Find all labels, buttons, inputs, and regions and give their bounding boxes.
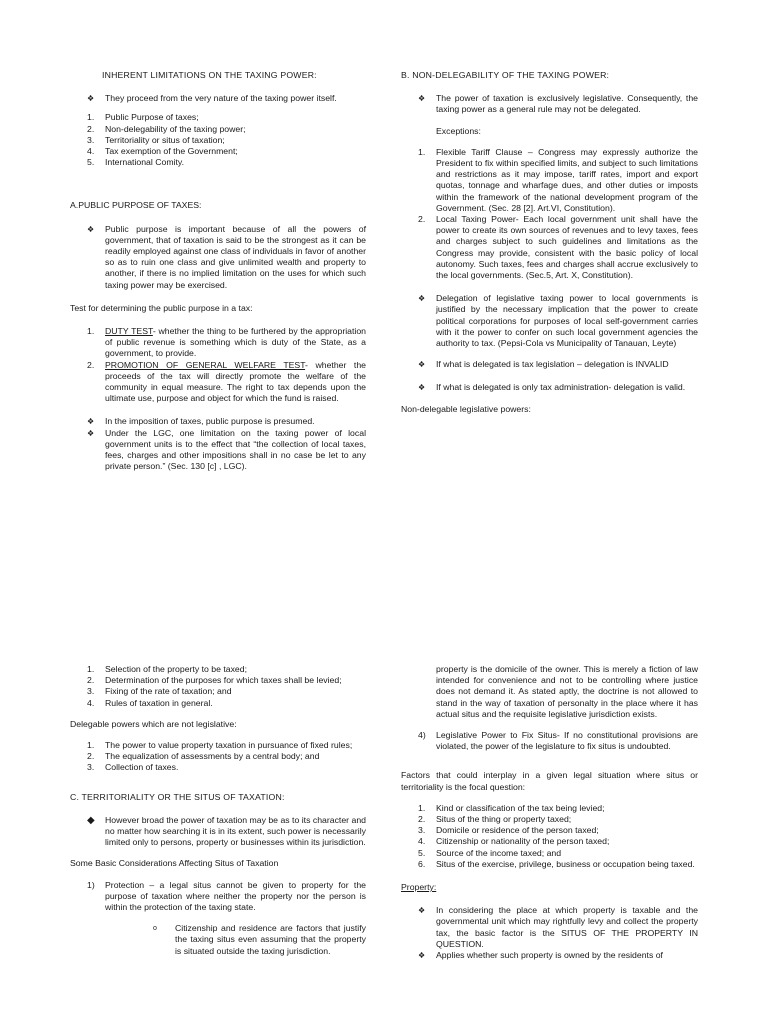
invalid-bullet: ❖ If what is delegated is tax legislation – delegation is INVALID [418, 359, 669, 370]
presumed-bullet: ❖ In the imposition of taxes, public purpose is presumed. [87, 416, 315, 427]
list-item: 3. Fixing of the rate of taxation; and [87, 686, 232, 697]
list-item: 1. Selection of the property to be taxed; [87, 664, 247, 674]
delegable-list [87, 740, 366, 774]
intro-bullet [87, 93, 366, 104]
diamond-bullet-icon: ❖ [418, 360, 426, 370]
list-item: 6. Situs of the exercise, privilege, business or occupation being taxed. [418, 858, 695, 869]
citizenship-item: o Citizenship and residence are factors that justify the taxing situs even assuming that the property is situated outside the taxing jurisdiction. [153, 923, 366, 956]
diamond-bullet-icon: ❖ [418, 383, 426, 393]
list-item: 4. Citizenship or nationality of the person taxed; [418, 836, 610, 847]
page-divider [0, 648, 768, 656]
sub-bullet-icon: o [153, 925, 157, 933]
list-item: 3. Territoriality or situs of taxation; [87, 134, 225, 145]
delegable-heading: Delegable powers which are not legislative: [70, 718, 237, 729]
protection-item: 1) Protection – a legal situs cannot be given to property for the purpose of taxation where neither the property nor the person is within the protection of the taxing state. [87, 879, 366, 913]
diamond-bullet-icon: ❖ [418, 94, 426, 104]
diamond-bullet-icon: ❖ [87, 94, 95, 104]
factors-heading: Factors that could interplay in a given legal situation where situs or territoriality is the focal question: [401, 770, 698, 792]
exclusive-bullet: ❖ The power of taxation is exclusively legislative. Consequently, the taxing power as a general rule may not be delegated. [418, 93, 698, 115]
top-right-column [401, 70, 698, 415]
list-item: 5. International Comity. [87, 157, 185, 168]
property-heading: Property: [401, 882, 437, 893]
list-item: 2. Local Taxing Power- Each local government unit shall have the power to create its own sources of revenues and to levy taxes, fees and charges subject to such guidelines and limitations as the Congress may provide, consistent with the basic policy of local autonomy. Such taxes, fees and charges shall accrue exclusively to the local governments. (Sec.5, Art. X, Constitution). [418, 214, 698, 281]
general-welfare-test-label: PROMOTION OF GENERAL WELFARE TEST [105, 359, 306, 370]
list-item: 2. Non-delegability of the taxing power; [87, 123, 246, 134]
list-item: 1. Flexible Tariff Clause – Congress may expressly authorize the President to fix within specified limits, and subject to such limitations and restrictions as it may impose, tariff rates, import and export quotas, tonnage and wharfage dues, and other duties or imposts within the framework of the national development program of the Government. (Sec. 28 [2]. Art.VI, Constitution). [418, 146, 698, 213]
property-bullet-1: ❖ In considering the place at which property is taxable and the governmental unit which may rightfully levy and collect the property tax, the basic factor is the SITUS OF THE PROPERTY IN QUESTION. [418, 905, 698, 949]
section-c-bullet: ◆ However broad the power of taxation may be as to its character and no matter how searching it is in its extent, such power is necessarily limited only to persons, property or businesses within its jurisdiction. [87, 814, 366, 848]
exceptions-label: Exceptions: [436, 125, 481, 136]
list-item: 1. Kind or classification of the tax being levied; [418, 802, 605, 813]
non-delegable-heading: Non-delegable legislative powers: [401, 403, 531, 414]
section-b-title: B. NON-DELEGABILITY OF THE TAXING POWER: [401, 70, 610, 80]
diamond-bullet-icon: ❖ [418, 951, 426, 961]
situs-heading: Some Basic Considerations Affecting Situs of Taxation [70, 858, 279, 869]
list-item: 2. Determination of the purposes for which taxes shall be levied; [87, 675, 342, 686]
section-a-title: A.PUBLIC PURPOSE OF TAXES: [70, 200, 202, 211]
top-left-column [70, 70, 366, 472]
diamond-bullet-icon: ❖ [418, 906, 426, 916]
delegation-bullet: ❖ Delegation of legislative taxing power to local governments is justified by the necessary implication that the power to create political corporations for purposes of local self-government carries with it the power to confer on such local government agencies the authority to tax. (Pepsi-Cola vs Municipality of Tanauan, Leyte) [418, 293, 698, 349]
non-delegable-powers-list [87, 664, 366, 709]
bottom-left-column [70, 664, 366, 957]
property-bullet-2: ❖ Applies whether such property is owned by the residents of [418, 950, 663, 961]
intro-bullet-text: They proceed from the very nature of the taxing power itself. [105, 93, 337, 104]
list-item: 2. The equalization of assessments by a central body; and [87, 751, 320, 762]
diamond-bullet-icon: ❖ [87, 224, 95, 234]
list-item: 3. Collection of taxes. [87, 762, 179, 773]
duty-test-label: DUTY TEST [105, 326, 153, 337]
exceptions-list [418, 146, 698, 281]
item-4: 4) Legislative Power to Fix Situs- If no constitutional provisions are violated, the power of the legislature to fix situs is undoubted. [418, 730, 698, 752]
list-item: 5. Source of the income taxed; and [418, 847, 562, 858]
list-item: 2. Situs of the thing or property taxed; [418, 814, 572, 825]
list-item: 3. Domicile or residence of the person taxed; [418, 825, 599, 836]
list-item: 1. Public Purpose of taxes; [87, 112, 199, 123]
list-item: 4. Tax exemption of the Government; [87, 146, 238, 157]
list-item: 1. DUTY TEST- whether the thing to be furthered by the appropriation of public revenue is something which is duty of the State, as a government, to provide. [87, 326, 366, 359]
factors-list [418, 802, 698, 870]
solid-diamond-bullet-icon: ◆ [87, 814, 95, 826]
section-a-bullet [87, 223, 366, 291]
diamond-bullet-icon: ❖ [87, 417, 95, 427]
diamond-bullet-icon: ❖ [418, 294, 426, 304]
continuation-text: property is the domicile of the owner. This is merely a fiction of law intended for convenience and not to be controlling where justice does not demand it. As stated aptly, the doctrine is not allowed to stand in the way of taxation of personalty in the place where it has actual situs and the requisite legislative jurisdiction exists. [436, 664, 698, 719]
diamond-bullet-icon: ❖ [87, 428, 95, 438]
valid-bullet: ❖ If what is delegated is only tax administration- delegation is valid. [418, 382, 686, 393]
lgc-bullet: ❖ Under the LGC, one limitation on the taxing power of local government units is to the effect that “the collection of local taxes, fees, charges and other impositions shall in no case be let to any private person.” (Sec. 130 [c] , LGC). [87, 427, 366, 472]
bottom-right-column [401, 664, 698, 961]
inherent-limitations-heading: INHERENT LIMITATIONS ON THE TAXING POWER: [102, 70, 317, 80]
tests-list [87, 326, 366, 404]
section-a-bullet-text: Public purpose is important because of all the powers of government, that of taxation is said to be the strongest as it can be readily employed against one class of individuals in favor of another so as to ruin one class and give unlimited wealth and property to another, if there is no implied limitation on the uses for which such taxing power may be exercised. [105, 223, 366, 290]
list-item: 1. The power to value property taxation in pursuance of fixed rules; [87, 740, 353, 751]
test-heading: Test for determining the public purpose in a tax: [70, 302, 253, 313]
section-c-title: C. TERRITORIALITY OR THE SITUS OF TAXATION: [70, 791, 285, 802]
list-item: 2. PROMOTION OF GENERAL WELFARE TEST- whether the proceeds of the tax will directly promote the welfare of the community in equal measure. The right to tax depends upon the ultimate use, purpose and object for which the fund is raised. [87, 359, 366, 404]
list-item: 4. Rules of taxation in general. [87, 697, 213, 708]
limitations-list [87, 112, 366, 168]
